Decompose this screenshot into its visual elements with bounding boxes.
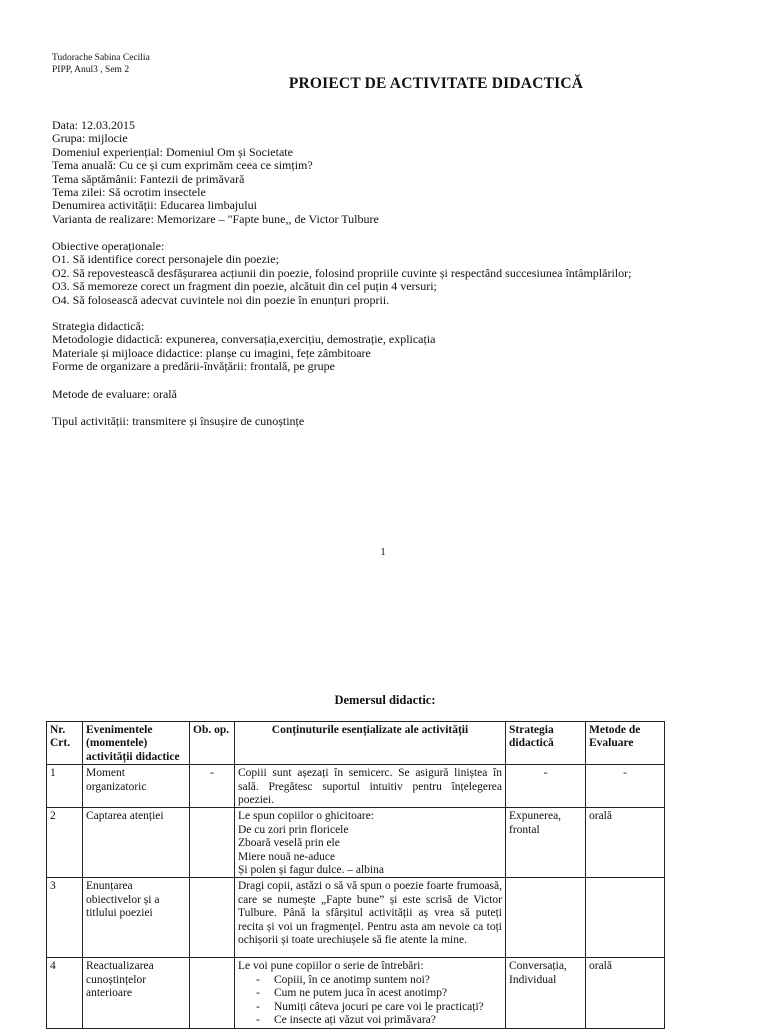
row4-methods: orală	[586, 958, 665, 1028]
riddle-line: Miere nouă ne-aduce	[238, 850, 336, 863]
row2-methods: orală	[586, 808, 665, 878]
info-variant: Varianta de realizare: Memorizare – "Fapte bune,, de Victor Tulbure	[52, 211, 379, 226]
row3-ob	[190, 878, 235, 958]
header-event: Evenimentele (momentele) activității didactice	[83, 722, 190, 765]
list-item: - Ce insecte ați văzut voi primăvara?	[274, 1014, 502, 1027]
strategy-heading: Strategia didactică:	[52, 319, 145, 333]
info-block	[52, 119, 379, 226]
row4-ob	[190, 958, 235, 1028]
objectives-heading: Obiective operaționale:	[52, 239, 165, 253]
row3-strategy	[506, 878, 586, 958]
table-header-row	[47, 722, 665, 765]
header-content: Conținuturile esențializate ale activității	[235, 722, 506, 765]
list-item: - Copiii, în ce anotimp suntem noi?	[274, 974, 502, 987]
table-row	[47, 808, 665, 878]
row4-event: Reactualizarea cunoștințelor anterioare	[83, 958, 190, 1028]
author-block	[52, 52, 150, 76]
table-row	[47, 765, 665, 808]
row3-content: Dragi copii, astăzi o să vă spun o poezie foarte frumoasă, care se numește „Fapte bune” și este scrisă de Victor Tulbure. Până la sfârșitul activității aș vrea să puteți recita și voi un fragmențel. Pentru asta am nevoie ca toți ochișorii și toate urechiușele să fie atente la mine.	[235, 878, 506, 958]
riddle-line: Zboară veselă prin ele	[238, 837, 340, 850]
strategy-block	[52, 320, 436, 374]
list-item: - Numiți câteva jocuri pe care voi le practicați?	[274, 1001, 502, 1014]
author-name: Tudorache Sabina Cecilia	[52, 53, 150, 63]
header-nr-line1: Nr.	[50, 724, 66, 736]
didactic-table	[46, 721, 665, 1029]
page-number: 1	[380, 546, 386, 558]
riddle-line: Le spun copiilor o ghicitoare:	[238, 810, 375, 823]
strategy-methodology: Metodologie didactică: expunerea, conversația,exercițiu, demostrație, explicația	[52, 332, 436, 347]
row1-ob: -	[190, 765, 235, 808]
info-week-theme: Tema săptămânii: Fantezii de primăvară	[52, 171, 245, 186]
row3-event: Enunțarea obiectivelor și a titlului poeziei	[83, 878, 190, 958]
strategy-materials: Materiale și mijloace didactice: planșe cu imagini, fețe zâmbitoare	[52, 345, 371, 360]
header-methods: Metode de Evaluare	[586, 722, 665, 765]
section-title: Demersul didactic:	[334, 693, 436, 707]
header-nr-line2: Crt.	[50, 737, 71, 750]
header-nr	[47, 722, 83, 765]
riddle-line: Și polen și fagur dulce. – albina	[238, 864, 384, 877]
info-day-theme: Tema zilei: Să ocrotim insectele	[52, 185, 206, 200]
list-item: - Cum ne putem juca în acest anotimp?	[274, 987, 502, 1000]
info-annual-theme: Tema anuală: Cu ce și cum exprimăm ceea ce simțim?	[52, 158, 313, 173]
row1-content: Copiii sunt așezați în semicerc. Se asigură liniștea în sală. Pregătesc suportul intuitiv pentru înțelegerea poeziei.	[235, 765, 506, 808]
row2-content	[235, 808, 506, 878]
row1-methods: -	[586, 765, 665, 808]
info-group: Grupa: mijlocie	[52, 131, 128, 146]
objective-o2: O2. Să repovestească desfășurarea acțiunii din poezie, folosind propriile cuvinte și respectând succesiunea întâmplărilor;	[52, 265, 632, 280]
info-domain: Domeniul experiențial: Domeniul Om și Societate	[52, 144, 293, 159]
activity-type: Tipul activității: transmitere și însușire de cunoștințe	[52, 414, 305, 428]
objective-o3: O3. Să memoreze corect un fragment din poezie, alcătuit din cel puțin 4 versuri;	[52, 279, 437, 294]
author-program: PIPP, Anul3 , Sem 2	[52, 65, 130, 75]
row1-nr: 1	[47, 765, 83, 808]
row2-ob	[190, 808, 235, 878]
strategy-forms: Forme de organizare a predării-învățării: frontală, pe grupe	[52, 359, 335, 374]
questions-list	[238, 974, 502, 1028]
row2-strategy: Expunerea, frontal	[506, 808, 586, 878]
objective-o4: O4. Să folosească adecvat cuvintele noi din poezie în enunțuri proprii.	[52, 292, 390, 307]
row4-strategy: Conversația, Individual	[506, 958, 586, 1028]
row1-strategy: -	[506, 765, 586, 808]
objectives-block	[52, 240, 631, 307]
questions-intro: Le voi pune copiilor o serie de întrebări:	[238, 960, 424, 973]
row2-nr: 2	[47, 808, 83, 878]
info-activity-name: Denumirea activității: Educarea limbajului	[52, 198, 257, 213]
evaluation-methods: Metode de evaluare: orală	[52, 387, 177, 401]
row1-event: Moment organizatoric	[83, 765, 190, 808]
row4-nr: 4	[47, 958, 83, 1028]
row4-content	[235, 958, 506, 1028]
row3-methods	[586, 878, 665, 958]
row2-event: Captarea atenției	[83, 808, 190, 878]
header-strategy: Strategia didactică	[506, 722, 586, 765]
header-ob: Ob. op.	[190, 722, 235, 765]
table-row	[47, 958, 665, 1028]
table-row	[47, 878, 665, 958]
objective-o1: O1. Să identifice corect personajele din poezie;	[52, 252, 279, 267]
row3-nr: 3	[47, 878, 83, 958]
info-date: Data: 12.03.2015	[52, 118, 135, 132]
document-title: PROIECT DE ACTIVITATE DIDACTICĂ	[288, 75, 584, 92]
riddle-line: De cu zori prin floricele	[238, 823, 349, 836]
